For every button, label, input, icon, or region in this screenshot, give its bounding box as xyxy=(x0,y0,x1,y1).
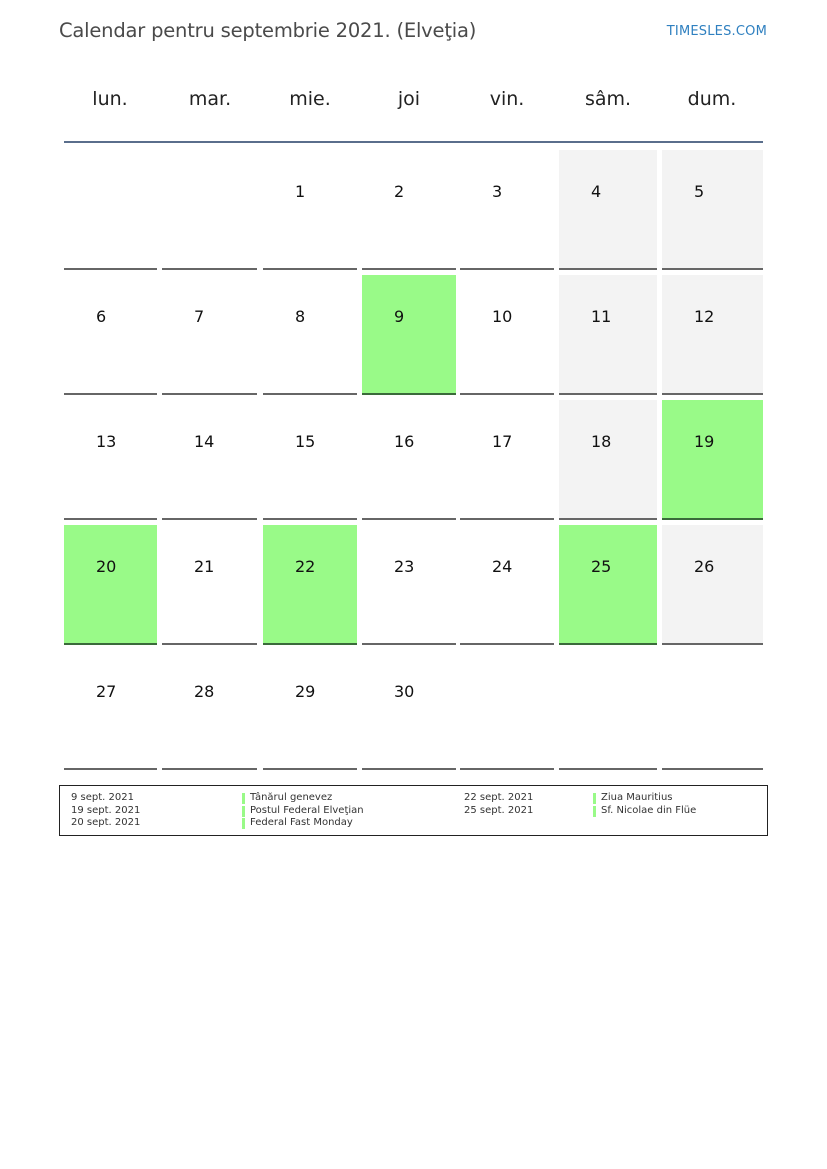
day-cell[interactable] xyxy=(263,525,357,645)
day-number: 25 xyxy=(591,557,612,576)
day-number: 1 xyxy=(295,182,306,201)
weekday-wed: mie. xyxy=(289,88,331,110)
day-cell[interactable] xyxy=(362,400,456,520)
day-number: 26 xyxy=(694,557,715,576)
day-cell[interactable] xyxy=(263,400,357,520)
legend-right-names xyxy=(593,792,696,817)
day-number: 21 xyxy=(194,557,215,576)
day-cell[interactable] xyxy=(64,400,157,520)
legend-right-dates xyxy=(464,792,533,817)
day-cell[interactable] xyxy=(460,400,554,520)
empty-day-cell xyxy=(162,150,257,270)
day-cell[interactable] xyxy=(263,650,357,770)
day-cell[interactable] xyxy=(263,275,357,395)
day-cell[interactable] xyxy=(362,525,456,645)
weekday-tue: mar. xyxy=(188,88,232,110)
empty-day-cell xyxy=(559,650,657,770)
day-number: 12 xyxy=(694,307,715,326)
legend-date: 20 sept. 2021 xyxy=(71,817,141,828)
day-cell[interactable] xyxy=(460,150,554,270)
legend-holiday-name: Federal Fast Monday xyxy=(242,817,364,830)
weekday-thu: joi xyxy=(397,88,421,110)
weekday-mon: lun. xyxy=(92,88,128,110)
day-cell[interactable] xyxy=(162,650,257,770)
legend-holiday-name: Ziua Mauritius xyxy=(593,792,696,805)
day-number: 5 xyxy=(694,182,705,201)
day-cell[interactable] xyxy=(559,275,657,395)
empty-day-cell xyxy=(662,650,763,770)
legend-holiday-name: Sf. Nicolae din Flüe xyxy=(593,805,696,818)
day-cell[interactable] xyxy=(64,525,157,645)
weekday-sat: sâm. xyxy=(584,88,632,110)
legend-left-dates xyxy=(71,792,140,830)
day-number: 8 xyxy=(295,307,306,326)
holiday-legend xyxy=(59,785,768,836)
day-cell[interactable] xyxy=(263,150,357,270)
day-number: 4 xyxy=(591,182,602,201)
empty-day-cell xyxy=(460,650,554,770)
day-number: 15 xyxy=(295,432,316,451)
day-number: 20 xyxy=(96,557,117,576)
day-number: 18 xyxy=(591,432,612,451)
day-number: 6 xyxy=(96,307,107,326)
day-number: 11 xyxy=(591,307,612,326)
empty-day-cell xyxy=(64,150,157,270)
weekday-sun: dum. xyxy=(687,88,737,110)
day-cell[interactable] xyxy=(162,525,257,645)
day-cell[interactable] xyxy=(362,150,456,270)
day-cell[interactable] xyxy=(662,525,763,645)
day-number: 17 xyxy=(492,432,513,451)
legend-holiday-name: Tânărul genevez xyxy=(242,792,364,805)
day-number: 19 xyxy=(694,432,715,451)
day-number: 3 xyxy=(492,182,503,201)
day-number: 29 xyxy=(295,682,316,701)
day-cell[interactable] xyxy=(162,275,257,395)
weekday-fri: vin. xyxy=(489,88,525,110)
legend-date: 22 sept. 2021 xyxy=(464,792,534,803)
day-cell[interactable] xyxy=(162,400,257,520)
day-cell[interactable] xyxy=(662,275,763,395)
day-number: 14 xyxy=(194,432,215,451)
day-cell[interactable] xyxy=(362,650,456,770)
day-cell[interactable] xyxy=(662,150,763,270)
day-cell[interactable] xyxy=(559,400,657,520)
legend-left-names xyxy=(242,792,364,830)
day-number: 30 xyxy=(394,682,415,701)
legend-date: 25 sept. 2021 xyxy=(464,804,534,816)
day-number: 16 xyxy=(394,432,415,451)
day-number: 22 xyxy=(295,557,316,576)
day-number: 13 xyxy=(96,432,117,451)
day-cell[interactable] xyxy=(559,150,657,270)
day-number: 10 xyxy=(492,307,513,326)
day-number: 9 xyxy=(394,307,405,326)
page-title: Calendar pentru septembrie 2021. (Elveţia) xyxy=(59,19,477,42)
day-number: 7 xyxy=(194,307,205,326)
day-cell[interactable] xyxy=(460,275,554,395)
day-number: 27 xyxy=(96,682,117,701)
legend-date: 9 sept. 2021 xyxy=(71,792,134,803)
legend-holiday-name: Postul Federal Elveţian xyxy=(242,805,364,818)
day-number: 2 xyxy=(394,182,405,201)
day-number: 23 xyxy=(394,557,415,576)
day-cell[interactable] xyxy=(64,275,157,395)
day-cell[interactable] xyxy=(559,525,657,645)
day-cell[interactable] xyxy=(64,650,157,770)
day-cell[interactable] xyxy=(662,400,763,520)
legend-date: 19 sept. 2021 xyxy=(71,804,141,816)
day-number: 28 xyxy=(194,682,215,701)
day-cell[interactable] xyxy=(362,275,456,395)
day-number: 24 xyxy=(492,557,513,576)
brand-link[interactable]: TIMESLES.COM xyxy=(666,24,767,39)
day-cell[interactable] xyxy=(460,525,554,645)
